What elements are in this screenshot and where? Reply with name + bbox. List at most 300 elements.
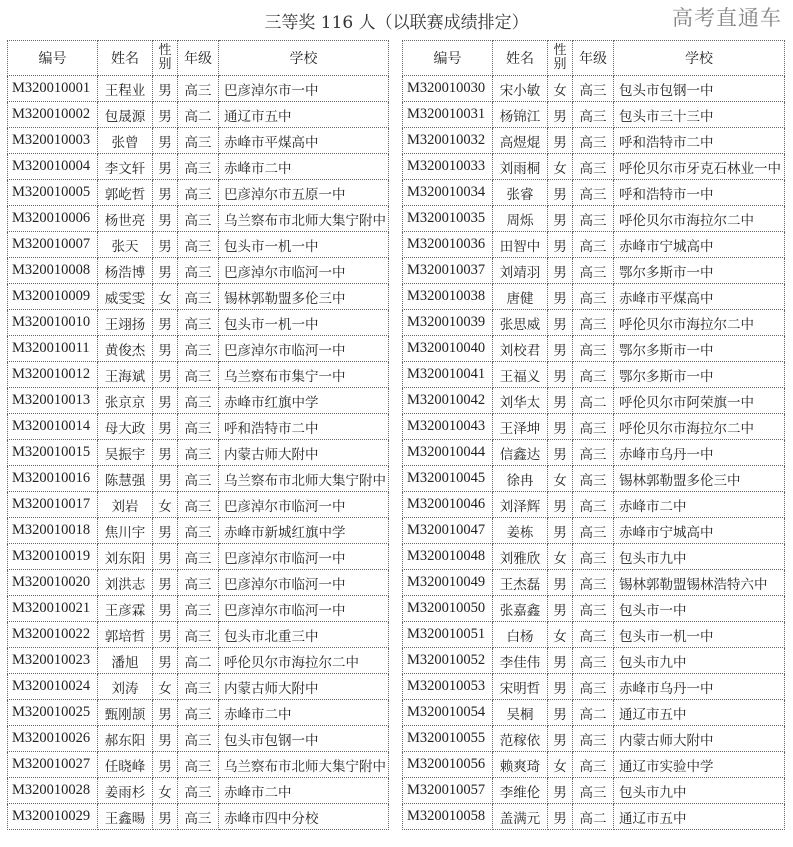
cell-sex: 男 xyxy=(548,284,573,310)
cell-id: M320010005 xyxy=(8,180,98,206)
cell-grade: 高三 xyxy=(573,622,614,648)
table-row xyxy=(403,284,785,310)
cell-id: M320010018 xyxy=(8,518,98,544)
cell-sex: 女 xyxy=(153,492,178,518)
table-row xyxy=(403,336,785,362)
table-row xyxy=(8,700,389,726)
cell-sex: 女 xyxy=(548,154,573,180)
cell-id: M320010010 xyxy=(8,310,98,336)
header-grade: 年级 xyxy=(178,41,219,76)
cell-name: 焦川宇 xyxy=(98,518,153,544)
cell-id: M320010006 xyxy=(8,206,98,232)
cell-school: 鄂尔多斯市一中 xyxy=(614,362,785,388)
cell-grade: 高三 xyxy=(573,674,614,700)
cell-school: 赤峰市乌丹一中 xyxy=(614,674,785,700)
cell-id: M320010032 xyxy=(403,128,493,154)
cell-grade: 高三 xyxy=(178,466,219,492)
table-row xyxy=(8,232,389,258)
table-row xyxy=(8,180,389,206)
cell-sex: 男 xyxy=(153,362,178,388)
cell-school: 包头市一机一中 xyxy=(614,622,785,648)
cell-school: 巴彦淖尔市临河一中 xyxy=(219,336,389,362)
cell-id: M320010036 xyxy=(403,232,493,258)
cell-name: 郭屹哲 xyxy=(98,180,153,206)
cell-school: 包头市三十三中 xyxy=(614,102,785,128)
cell-name: 宋明哲 xyxy=(493,674,548,700)
cell-name: 刘华太 xyxy=(493,388,548,414)
cell-school: 赤峰市红旗中学 xyxy=(219,388,389,414)
cell-grade: 高三 xyxy=(573,180,614,206)
cell-name: 信鑫达 xyxy=(493,440,548,466)
cell-grade: 高二 xyxy=(573,388,614,414)
cell-name: 杨锦江 xyxy=(493,102,548,128)
cell-id: M320010054 xyxy=(403,700,493,726)
cell-sex: 男 xyxy=(153,466,178,492)
table-row xyxy=(8,544,389,570)
cell-school: 包头市一机一中 xyxy=(219,310,389,336)
table-row xyxy=(403,700,785,726)
cell-sex: 女 xyxy=(153,778,178,804)
cell-sex: 男 xyxy=(153,180,178,206)
cell-name: 包晟源 xyxy=(98,102,153,128)
cell-sex: 男 xyxy=(153,700,178,726)
cell-school: 呼伦贝尔市海拉尔二中 xyxy=(614,414,785,440)
header-school: 学校 xyxy=(614,41,785,76)
table-row xyxy=(8,778,389,804)
cell-id: M320010043 xyxy=(403,414,493,440)
cell-grade: 高三 xyxy=(178,76,219,102)
table-row xyxy=(403,362,785,388)
table-row xyxy=(403,804,785,830)
cell-school: 乌兰察布市北师大集宁附中 xyxy=(219,752,389,778)
cell-school: 锡林郭勒盟多伦三中 xyxy=(614,466,785,492)
cell-sex: 女 xyxy=(548,544,573,570)
cell-sex: 女 xyxy=(548,752,573,778)
cell-id: M320010022 xyxy=(8,622,98,648)
cell-school: 包头市一机一中 xyxy=(219,232,389,258)
header-grade: 年级 xyxy=(573,41,614,76)
cell-id: M320010058 xyxy=(403,804,493,830)
cell-name: 李佳伟 xyxy=(493,648,548,674)
header-school: 学校 xyxy=(219,41,389,76)
cell-sex: 男 xyxy=(153,232,178,258)
cell-school: 呼伦贝尔市海拉尔二中 xyxy=(614,310,785,336)
cell-school: 呼伦贝尔市海拉尔二中 xyxy=(614,206,785,232)
table-row xyxy=(403,466,785,492)
cell-sex: 男 xyxy=(153,752,178,778)
cell-sex: 男 xyxy=(548,388,573,414)
cell-grade: 高三 xyxy=(178,726,219,752)
cell-grade: 高三 xyxy=(178,700,219,726)
cell-grade: 高三 xyxy=(573,206,614,232)
cell-name: 刘靖羽 xyxy=(493,258,548,284)
cell-school: 赤峰市宁城高中 xyxy=(614,518,785,544)
cell-school: 呼和浩特市二中 xyxy=(614,128,785,154)
cell-grade: 高二 xyxy=(178,648,219,674)
cell-name: 黄俊杰 xyxy=(98,336,153,362)
cell-grade: 高三 xyxy=(573,518,614,544)
awards-table-right xyxy=(402,40,785,830)
cell-grade: 高二 xyxy=(573,804,614,830)
cell-id: M320010030 xyxy=(403,76,493,102)
cell-name: 白杨 xyxy=(493,622,548,648)
cell-name: 杨浩博 xyxy=(98,258,153,284)
cell-sex: 女 xyxy=(548,466,573,492)
cell-grade: 高三 xyxy=(178,778,219,804)
cell-school: 呼和浩特市二中 xyxy=(219,414,389,440)
cell-grade: 高三 xyxy=(573,440,614,466)
cell-id: M320010050 xyxy=(403,596,493,622)
cell-grade: 高三 xyxy=(573,76,614,102)
cell-name: 王翊扬 xyxy=(98,310,153,336)
cell-grade: 高三 xyxy=(178,232,219,258)
cell-grade: 高三 xyxy=(178,674,219,700)
cell-school: 赤峰市平煤高中 xyxy=(614,284,785,310)
cell-name: 王海斌 xyxy=(98,362,153,388)
cell-school: 乌兰察布市集宁一中 xyxy=(219,362,389,388)
cell-school: 通辽市实验中学 xyxy=(614,752,785,778)
cell-id: M320010041 xyxy=(403,362,493,388)
cell-name: 张京京 xyxy=(98,388,153,414)
cell-id: M320010009 xyxy=(8,284,98,310)
cell-grade: 高三 xyxy=(178,336,219,362)
table-row xyxy=(403,206,785,232)
header-name: 姓名 xyxy=(98,41,153,76)
table-row xyxy=(8,466,389,492)
cell-id: M320010042 xyxy=(403,388,493,414)
cell-id: M320010044 xyxy=(403,440,493,466)
cell-name: 刘岩 xyxy=(98,492,153,518)
cell-school: 巴彦淖尔市临河一中 xyxy=(219,258,389,284)
cell-name: 威雯雯 xyxy=(98,284,153,310)
cell-sex: 男 xyxy=(548,596,573,622)
cell-grade: 高三 xyxy=(178,154,219,180)
cell-name: 宋小敏 xyxy=(493,76,548,102)
cell-school: 赤峰市二中 xyxy=(614,492,785,518)
cell-sex: 男 xyxy=(153,336,178,362)
cell-name: 杨世亮 xyxy=(98,206,153,232)
cell-school: 乌兰察布市北师大集宁附中 xyxy=(219,466,389,492)
table-row xyxy=(403,128,785,154)
cell-grade: 高三 xyxy=(178,544,219,570)
cell-name: 刘洪志 xyxy=(98,570,153,596)
cell-school: 呼伦贝尔市海拉尔二中 xyxy=(219,648,389,674)
cell-grade: 高二 xyxy=(573,700,614,726)
table-row xyxy=(403,752,785,778)
table-row xyxy=(403,180,785,206)
table-row xyxy=(403,674,785,700)
table-row xyxy=(403,778,785,804)
cell-id: M320010051 xyxy=(403,622,493,648)
cell-id: M320010013 xyxy=(8,388,98,414)
table-row xyxy=(8,752,389,778)
cell-sex: 男 xyxy=(153,648,178,674)
cell-grade: 高三 xyxy=(573,362,614,388)
cell-sex: 男 xyxy=(153,128,178,154)
table-row xyxy=(8,622,389,648)
cell-grade: 高三 xyxy=(178,206,219,232)
cell-id: M320010035 xyxy=(403,206,493,232)
cell-sex: 男 xyxy=(153,440,178,466)
header-id: 编号 xyxy=(8,41,98,76)
cell-sex: 男 xyxy=(548,778,573,804)
cell-name: 赖爽琦 xyxy=(493,752,548,778)
table-row xyxy=(8,362,389,388)
cell-sex: 男 xyxy=(548,700,573,726)
cell-grade: 高三 xyxy=(178,440,219,466)
cell-school: 巴彦淖尔市临河一中 xyxy=(219,492,389,518)
cell-grade: 高三 xyxy=(178,258,219,284)
cell-id: M320010023 xyxy=(8,648,98,674)
cell-sex: 男 xyxy=(153,258,178,284)
table-header-row xyxy=(403,41,785,76)
cell-sex: 男 xyxy=(548,232,573,258)
cell-grade: 高三 xyxy=(178,492,219,518)
cell-sex: 男 xyxy=(153,102,178,128)
cell-id: M320010025 xyxy=(8,700,98,726)
cell-grade: 高三 xyxy=(573,284,614,310)
cell-grade: 高三 xyxy=(178,622,219,648)
cell-name: 李维伦 xyxy=(493,778,548,804)
cell-sex: 男 xyxy=(548,258,573,284)
cell-grade: 高三 xyxy=(178,518,219,544)
cell-sex: 男 xyxy=(548,362,573,388)
cell-school: 通辽市五中 xyxy=(219,102,389,128)
cell-grade: 高二 xyxy=(178,102,219,128)
cell-sex: 男 xyxy=(153,206,178,232)
table-row xyxy=(8,310,389,336)
cell-id: M320010057 xyxy=(403,778,493,804)
cell-id: M320010016 xyxy=(8,466,98,492)
cell-sex: 男 xyxy=(548,518,573,544)
cell-name: 陈慧强 xyxy=(98,466,153,492)
cell-id: M320010056 xyxy=(403,752,493,778)
cell-grade: 高三 xyxy=(573,752,614,778)
cell-school: 包头市九中 xyxy=(614,544,785,570)
cell-sex: 男 xyxy=(548,102,573,128)
cell-school: 鄂尔多斯市一中 xyxy=(614,258,785,284)
cell-sex: 男 xyxy=(548,336,573,362)
table-row xyxy=(403,310,785,336)
cell-school: 赤峰市二中 xyxy=(219,778,389,804)
cell-school: 呼伦贝尔市牙克石林业一中 xyxy=(614,154,785,180)
cell-school: 巴彦淖尔市临河一中 xyxy=(219,596,389,622)
cell-id: M320010021 xyxy=(8,596,98,622)
cell-name: 张曾 xyxy=(98,128,153,154)
cell-sex: 男 xyxy=(153,570,178,596)
cell-name: 刘涛 xyxy=(98,674,153,700)
cell-id: M320010031 xyxy=(403,102,493,128)
table-row xyxy=(8,206,389,232)
cell-grade: 高三 xyxy=(573,726,614,752)
cell-sex: 男 xyxy=(548,804,573,830)
cell-school: 包头市九中 xyxy=(614,648,785,674)
table-row xyxy=(8,440,389,466)
cell-id: M320010017 xyxy=(8,492,98,518)
cell-sex: 男 xyxy=(153,518,178,544)
table-row xyxy=(8,388,389,414)
table-header-row xyxy=(8,41,389,76)
cell-id: M320010015 xyxy=(8,440,98,466)
cell-name: 姜雨杉 xyxy=(98,778,153,804)
cell-name: 唐健 xyxy=(493,284,548,310)
cell-id: M320010024 xyxy=(8,674,98,700)
table-row xyxy=(403,518,785,544)
table-row xyxy=(403,258,785,284)
table-row xyxy=(403,76,785,102)
cell-id: M320010014 xyxy=(8,414,98,440)
cell-sex: 男 xyxy=(548,674,573,700)
cell-school: 包头市包钢一中 xyxy=(219,726,389,752)
header-id: 编号 xyxy=(403,41,493,76)
cell-grade: 高三 xyxy=(573,570,614,596)
cell-id: M320010046 xyxy=(403,492,493,518)
cell-grade: 高三 xyxy=(178,284,219,310)
cell-school: 赤峰市二中 xyxy=(219,154,389,180)
cell-id: M320010029 xyxy=(8,804,98,830)
cell-grade: 高三 xyxy=(573,544,614,570)
cell-id: M320010020 xyxy=(8,570,98,596)
table-row xyxy=(403,622,785,648)
cell-id: M320010027 xyxy=(8,752,98,778)
table-row xyxy=(8,414,389,440)
cell-name: 李文轩 xyxy=(98,154,153,180)
cell-name: 刘泽辉 xyxy=(493,492,548,518)
table-row xyxy=(8,76,389,102)
table-row xyxy=(8,674,389,700)
cell-sex: 女 xyxy=(153,674,178,700)
cell-school: 巴彦淖尔市五原一中 xyxy=(219,180,389,206)
cell-name: 王杰磊 xyxy=(493,570,548,596)
cell-grade: 高三 xyxy=(178,804,219,830)
cell-name: 姜栋 xyxy=(493,518,548,544)
table-row xyxy=(8,336,389,362)
cell-id: M320010049 xyxy=(403,570,493,596)
cell-sex: 男 xyxy=(153,388,178,414)
cell-name: 高煜焜 xyxy=(493,128,548,154)
cell-id: M320010008 xyxy=(8,258,98,284)
cell-name: 王鑫暘 xyxy=(98,804,153,830)
cell-sex: 男 xyxy=(548,440,573,466)
cell-name: 徐冉 xyxy=(493,466,548,492)
cell-sex: 男 xyxy=(153,726,178,752)
table-row xyxy=(8,284,389,310)
table-row xyxy=(8,492,389,518)
cell-name: 吴桐 xyxy=(493,700,548,726)
cell-id: M320010003 xyxy=(8,128,98,154)
cell-name: 母大政 xyxy=(98,414,153,440)
table-row xyxy=(403,102,785,128)
cell-id: M320010053 xyxy=(403,674,493,700)
cell-name: 郭培哲 xyxy=(98,622,153,648)
cell-sex: 男 xyxy=(548,570,573,596)
table-row xyxy=(8,596,389,622)
cell-grade: 高三 xyxy=(573,492,614,518)
header-name: 姓名 xyxy=(493,41,548,76)
cell-grade: 高三 xyxy=(178,310,219,336)
table-row xyxy=(403,388,785,414)
cell-school: 包头市一中 xyxy=(614,596,785,622)
cell-sex: 男 xyxy=(548,414,573,440)
table-row xyxy=(8,128,389,154)
cell-id: M320010045 xyxy=(403,466,493,492)
cell-school: 鄂尔多斯市一中 xyxy=(614,336,785,362)
cell-name: 刘东阳 xyxy=(98,544,153,570)
cell-sex: 男 xyxy=(548,726,573,752)
cell-sex: 男 xyxy=(548,648,573,674)
cell-school: 包头市九中 xyxy=(614,778,785,804)
cell-id: M320010012 xyxy=(8,362,98,388)
cell-id: M320010004 xyxy=(8,154,98,180)
table-row xyxy=(403,726,785,752)
cell-name: 郝东阳 xyxy=(98,726,153,752)
cell-sex: 男 xyxy=(153,804,178,830)
cell-grade: 高三 xyxy=(178,362,219,388)
header-sex: 性别 xyxy=(153,41,178,76)
cell-id: M320010037 xyxy=(403,258,493,284)
cell-grade: 高三 xyxy=(178,414,219,440)
cell-grade: 高三 xyxy=(178,596,219,622)
cell-grade: 高三 xyxy=(573,336,614,362)
table-row xyxy=(403,440,785,466)
cell-school: 锡林郭勒盟锡林浩特六中 xyxy=(614,570,785,596)
table-row xyxy=(8,570,389,596)
cell-grade: 高三 xyxy=(178,180,219,206)
cell-id: M320010047 xyxy=(403,518,493,544)
cell-school: 赤峰市乌丹一中 xyxy=(614,440,785,466)
cell-sex: 男 xyxy=(153,76,178,102)
cell-grade: 高三 xyxy=(573,154,614,180)
cell-grade: 高三 xyxy=(573,466,614,492)
table-row xyxy=(8,804,389,830)
cell-grade: 高三 xyxy=(178,388,219,414)
cell-sex: 男 xyxy=(153,544,178,570)
cell-id: M320010055 xyxy=(403,726,493,752)
cell-id: M320010011 xyxy=(8,336,98,362)
cell-school: 赤峰市平煤高中 xyxy=(219,128,389,154)
cell-name: 任晓峰 xyxy=(98,752,153,778)
cell-school: 巴彦淖尔市临河一中 xyxy=(219,544,389,570)
cell-school: 赤峰市二中 xyxy=(219,700,389,726)
table-row xyxy=(403,544,785,570)
cell-grade: 高三 xyxy=(573,128,614,154)
cell-sex: 男 xyxy=(153,414,178,440)
cell-school: 乌兰察布市北师大集宁附中 xyxy=(219,206,389,232)
cell-grade: 高三 xyxy=(178,752,219,778)
table-row xyxy=(8,518,389,544)
table-row xyxy=(8,258,389,284)
table-row xyxy=(403,648,785,674)
cell-name: 周烁 xyxy=(493,206,548,232)
cell-sex: 男 xyxy=(548,128,573,154)
cell-grade: 高三 xyxy=(573,310,614,336)
cell-name: 王彦霖 xyxy=(98,596,153,622)
cell-school: 内蒙古师大附中 xyxy=(219,674,389,700)
cell-id: M320010039 xyxy=(403,310,493,336)
cell-sex: 男 xyxy=(153,154,178,180)
cell-sex: 女 xyxy=(153,284,178,310)
table-row xyxy=(403,154,785,180)
table-row xyxy=(403,232,785,258)
cell-sex: 男 xyxy=(548,206,573,232)
cell-name: 田智中 xyxy=(493,232,548,258)
cell-school: 赤峰市四中分校 xyxy=(219,804,389,830)
cell-id: M320010028 xyxy=(8,778,98,804)
cell-school: 赤峰市宁城高中 xyxy=(614,232,785,258)
cell-id: M320010001 xyxy=(8,76,98,102)
cell-school: 锡林郭勒盟多伦三中 xyxy=(219,284,389,310)
cell-grade: 高三 xyxy=(573,232,614,258)
